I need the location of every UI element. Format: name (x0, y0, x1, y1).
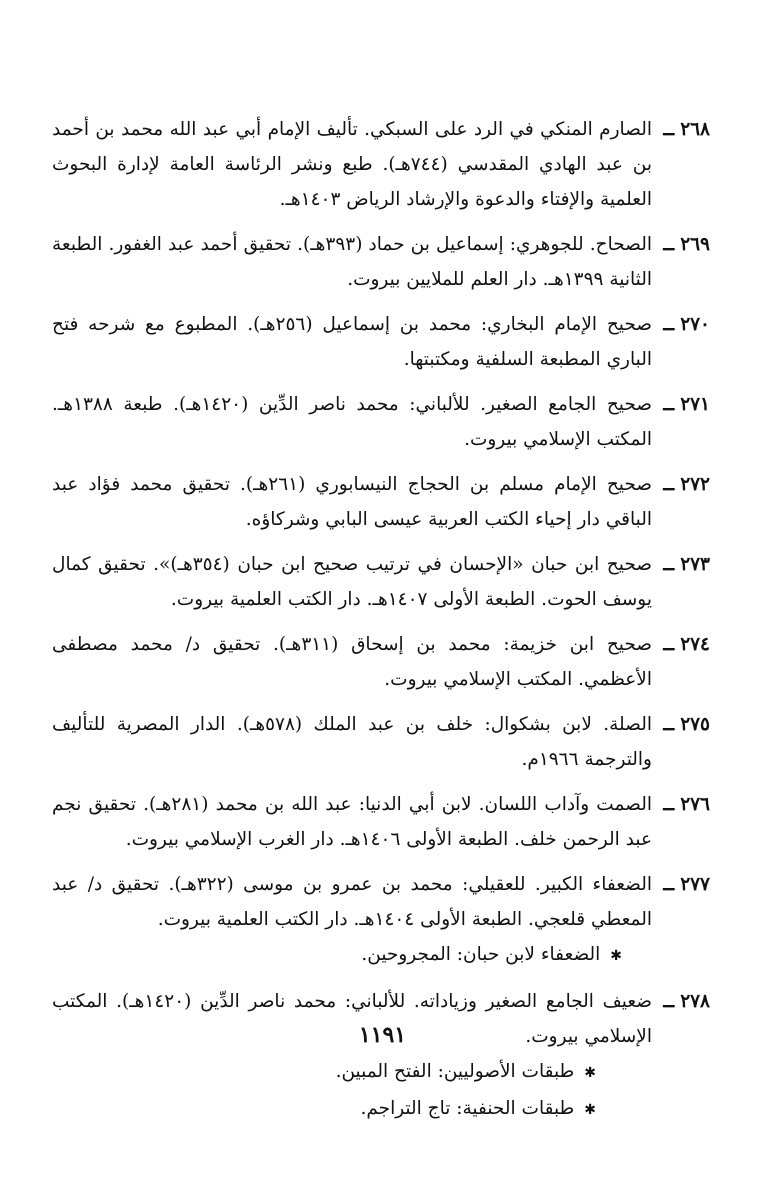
page-number: ١١٩١ (358, 1022, 407, 1048)
entry-272 (52, 467, 710, 537)
entry-text: صحيح الإمام البخاري: محمد بن إسماعيل (٢٥٦هـ). المطبوع مع شرحه فتح الباري المطبعة السلفية ومكتبتها. (52, 314, 653, 370)
entry-text: صحيح ابن حبان «الإحسان في ترتيب صحيح ابن حبان (٣٥٤هـ)». تحقيق كمال يوسف الحوت. الطبعة الأولى ١٤٠٧هـ. دار الكتب العلمية بيروت. (52, 554, 652, 610)
entry-275 (52, 707, 710, 777)
entry-text: الضعفاء الكبير. للعقيلي: محمد بن عمرو بن موسى (٣٢٢هـ). تحقيق د/ عبد المعطي قلعجي. الطبعة الأولى ١٤٠٤هـ. دار الكتب العلمية بيروت. (52, 874, 652, 930)
entry-text: الصمت وآداب اللسان. لابن أبي الدنيا: عبد الله بن محمد (٢٨١هـ). تحقيق نجم عبد الرحمن خلف. الطبعة الأولى ١٤٠٦هـ. دار الغرب الإسلامي بيروت. (52, 794, 652, 850)
entry-number: ٢٧٥ (680, 714, 710, 735)
entry-number: ٢٧٨ (680, 991, 710, 1012)
cross-reference (52, 1054, 652, 1091)
entry-number: ٢٧٣ (680, 554, 710, 575)
cross-reference-text: طبقات الأصوليين: الفتح المبين. (335, 1061, 575, 1082)
entry-text: الصحاح. للجوهري: إسماعيل بن حماد (٣٩٣هـ). تحقيق أحمد عبد الغفور. الطبعة الثانية ١٣٩٩هـ. دار العلم للملايين بيروت. (52, 234, 653, 290)
entry-dash: ــ (663, 991, 675, 1012)
entry-273 (52, 547, 710, 617)
entry-number: ٢٦٩ (680, 234, 710, 255)
entry-dash: ــ (663, 874, 675, 895)
entry-number: ٢٧٢ (680, 474, 710, 495)
entry-text: ضعيف الجامع الصغير وزياداته. للألباني: محمد ناصر الدِّين (١٤٢٠هـ). المكتب الإسلامي بيروت. (52, 991, 653, 1047)
cross-reference (52, 1091, 652, 1128)
asterisk-icon: ✱ (610, 948, 622, 964)
entry-269 (52, 227, 710, 297)
entry-dash: ــ (663, 794, 675, 815)
entry-text: الصلة. لابن بشكوال: خلف بن عبد الملك (٥٧٨هـ). الدار المصرية للتأليف والترجمة ١٩٦٦م. (52, 714, 652, 770)
cross-reference-text: الضعفاء لابن حبان: المجروحين. (361, 944, 601, 965)
entry-271 (52, 387, 710, 457)
entry-dash: ــ (663, 634, 675, 655)
entry-number: ٢٧١ (680, 394, 710, 415)
entry-277 (52, 867, 710, 974)
entry-dash: ــ (663, 394, 675, 415)
entry-number: ٢٧٦ (680, 794, 710, 815)
entry-number: ٢٧٤ (680, 634, 710, 655)
entry-text: الصارم المنكي في الرد على السبكي. تأليف الإمام أبي عبد الله محمد بن أحمد بن عبد الهادي المقدسي (٧٤٤هـ). طبع ونشر الرئاسة العامة لإدارة البحوث العلمية والإفتاء والدعوة والإرشاد الرياض ١٤٠٣هـ. (52, 119, 652, 210)
entry-dash: ــ (663, 119, 675, 140)
entry-dash: ــ (663, 474, 675, 495)
entry-number: ٢٧٠ (680, 314, 710, 335)
bibliography-list (52, 112, 710, 1138)
entry-number: ٢٧٧ (680, 874, 710, 895)
entry-278 (52, 984, 710, 1128)
entry-text: صحيح الجامع الصغير. للألباني: محمد ناصر الدِّين (١٤٢٠هـ). طبعة ١٣٨٨هـ. المكتب الإسلامي بيروت. (52, 394, 653, 450)
entry-268 (52, 112, 710, 217)
entry-270 (52, 307, 710, 377)
entry-276 (52, 787, 710, 857)
entry-dash: ــ (663, 234, 675, 255)
cross-reference-text: طبقات الحنفية: تاج التراجم. (360, 1098, 575, 1119)
entry-dash: ــ (663, 314, 675, 335)
asterisk-icon: ✱ (584, 1065, 596, 1081)
cross-reference (52, 937, 652, 974)
entry-dash: ــ (663, 714, 675, 735)
entry-274 (52, 627, 710, 697)
entry-number: ٢٦٨ (680, 119, 710, 140)
entry-dash: ــ (663, 554, 675, 575)
entry-text: صحيح ابن خزيمة: محمد بن إسحاق (٣١١هـ). تحقيق د/ محمد مصطفى الأعظمي. المكتب الإسلامي بيروت. (52, 634, 652, 690)
entry-text: صحيح الإمام مسلم بن الحجاج النيسابوري (٢٦١هـ). تحقيق محمد فؤاد عبد الباقي دار إحياء الكتب العربية عيسى البابي وشركاؤه. (52, 474, 653, 530)
asterisk-icon: ✱ (584, 1102, 596, 1118)
